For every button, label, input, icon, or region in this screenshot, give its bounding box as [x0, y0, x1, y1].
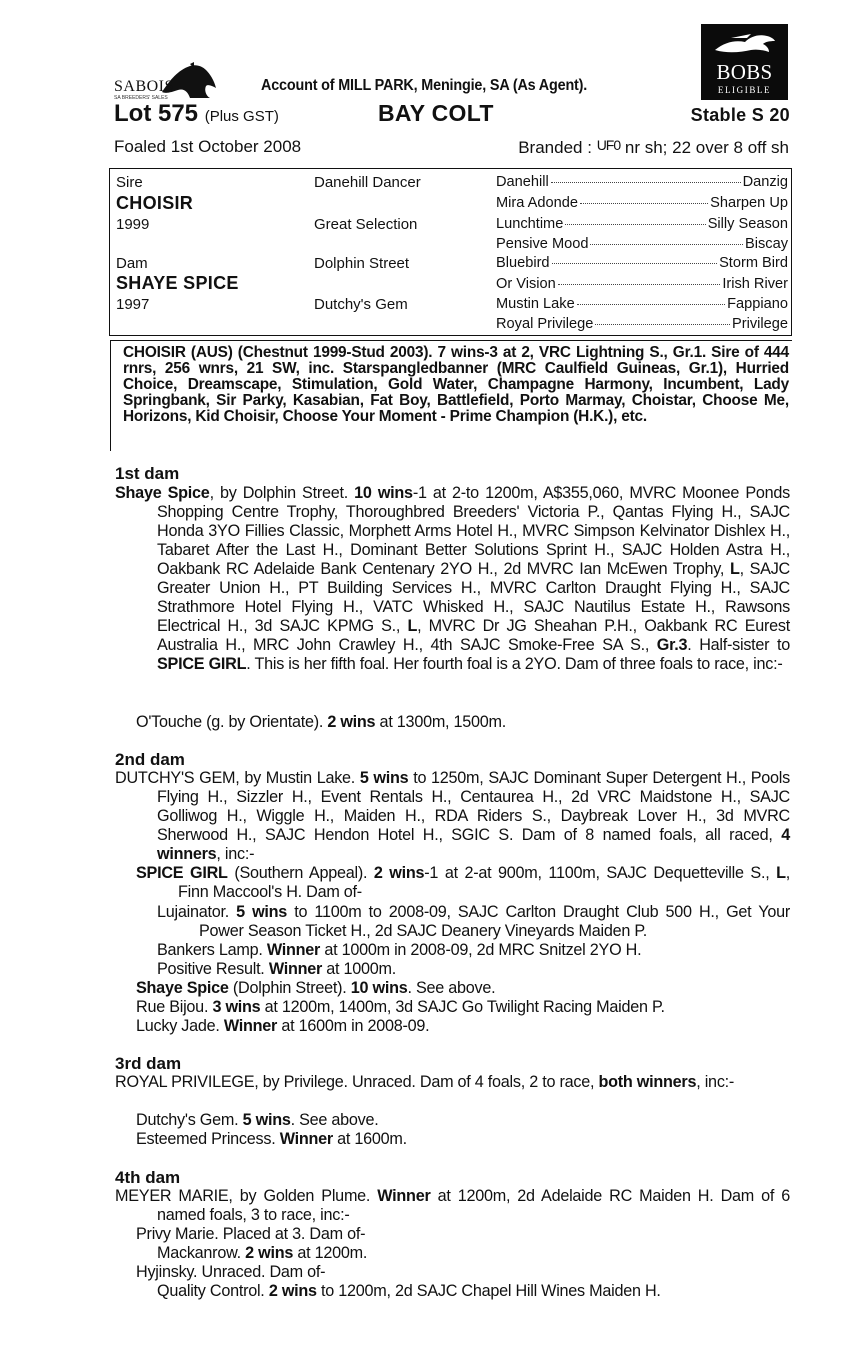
wins: 2 wins — [245, 1244, 294, 1262]
text: at 1000m. — [322, 960, 397, 978]
text: Bankers Lamp. — [157, 941, 267, 959]
g3-left: Bluebird — [496, 255, 550, 271]
wins: 2 wins — [373, 864, 425, 882]
wins: 3 wins — [212, 998, 261, 1016]
text: at 1300m, 1500m. — [375, 713, 507, 731]
text: Lucky Jade. — [136, 1017, 224, 1035]
dam-sire: Dolphin Street — [314, 255, 410, 272]
g3-row — [496, 195, 788, 211]
text: MEYER MARIE, by Golden Plume. — [115, 1187, 378, 1205]
dam-label: Dam — [116, 255, 148, 272]
g3-left: Danehill — [496, 174, 549, 190]
text: , by Dolphin Street. — [209, 484, 355, 502]
sire-sire: Danehill Dancer — [314, 174, 421, 191]
stable-number: Stable S 20 — [690, 105, 790, 125]
text: Positive Result. — [157, 960, 269, 978]
text: DUTCHY'S GEM, by Mustin Lake. — [115, 769, 360, 787]
horse-description: BAY COLT — [378, 100, 494, 126]
text: O'Touche (g. by Orientate). — [136, 713, 328, 731]
wins: 2 wins — [268, 1282, 317, 1300]
fourth-dam-text — [115, 1187, 790, 1225]
foal-line — [136, 1017, 429, 1036]
lot-label: Lot 575 — [114, 100, 199, 127]
g3-right: Sharpen Up — [710, 195, 788, 211]
text: Quality Control. — [157, 1282, 269, 1300]
winners: 4 winners — [157, 826, 790, 863]
third-dam-paragraph — [115, 1073, 790, 1092]
text: -1 at 2-at 900m, 1100m, SAJC Dequetteville S., — [424, 864, 777, 882]
listed: L — [776, 864, 786, 882]
foal-line — [157, 941, 641, 960]
horse-name: Shaye Spice — [136, 979, 229, 997]
g3-right: Irish River — [722, 276, 788, 292]
half-sister: SPICE GIRL — [157, 655, 247, 673]
foal-line: Hyjinsky. Unraced. Dam of- — [136, 1263, 326, 1281]
first-dam-heading: 1st dam — [115, 464, 180, 483]
text: , Finn Maccool's H. Dam of- — [178, 864, 790, 901]
text: Lujainator. — [157, 903, 237, 921]
wins: 5 wins — [242, 1111, 291, 1129]
second-dam-paragraph — [115, 769, 790, 864]
foal-line — [136, 1130, 407, 1149]
g3-left: Pensive Mood — [496, 236, 589, 252]
foal-line — [157, 1244, 367, 1263]
wins: 5 wins — [236, 903, 288, 921]
foal-line — [136, 979, 495, 998]
text: -1 at 2-to 1200m, A$355,060, MVRC Moonee Ponds Shopping Centre Trophy, Thoroughbred Breeders' Victoria P., Qantas Flying H., SAJC Honda 3YO Fillies Classic, Morphett Arms Hotel H., MVRC Simpson Kelvinator Dishlex H., Tabaret After the Last H., Dominant Better Solutions Sprint H., SAJC Holden Astra H., Oakbank RC Adelaide Bank Centenary 2YO H., 2d MVRC Ian McEwen Trophy, — [157, 484, 790, 578]
first-dam-text — [115, 484, 790, 674]
text: , inc:- — [696, 1073, 735, 1091]
wins: 10 wins — [354, 484, 413, 502]
wins: Winner — [377, 1187, 431, 1205]
text: (Southern Appeal). — [227, 864, 374, 882]
branded-label: Branded : — [518, 138, 592, 157]
branded-detail: nr sh; 22 over 8 off sh — [624, 138, 789, 157]
fourth-dam-heading: 4th dam — [115, 1168, 181, 1187]
lot-row — [114, 100, 790, 130]
pedigree-table — [109, 168, 792, 336]
foal-line: Privy Marie. Placed at 3. Dam of- — [136, 1225, 366, 1243]
wins: Winner — [223, 1017, 278, 1035]
dam-name: SHAYE SPICE — [116, 273, 239, 293]
g3-left: Or Vision — [496, 276, 556, 292]
dam-year: 1997 — [116, 296, 150, 313]
sire-name: CHOISIR — [116, 193, 194, 213]
text: Dutchy's Gem. — [136, 1111, 243, 1129]
g3-right: Danzig — [742, 174, 788, 190]
g3-row — [496, 236, 788, 252]
g3-row — [496, 276, 788, 292]
sire-year: 1999 — [116, 216, 150, 233]
text: to 1200m, 2d SAJC Chapel Hill Wines Maiden H. — [316, 1282, 661, 1300]
first-dam-name: Shaye Spice — [115, 484, 210, 502]
text: . Half-sister to — [687, 636, 790, 654]
g3-left: Mira Adonde — [496, 195, 578, 211]
branded-info — [518, 137, 789, 158]
brand-mark: UF0 — [596, 137, 621, 153]
horse-name: SPICE GIRL — [136, 864, 228, 882]
g3-left: Mustin Lake — [496, 296, 575, 312]
second-dam-text — [115, 769, 790, 864]
sabois-subtext: SA BREEDERS' SALES — [114, 95, 168, 101]
lujainator-paragraph — [157, 903, 791, 941]
foal-line — [136, 998, 665, 1017]
lujainator-entry — [157, 903, 790, 941]
g3-right: Fappiano — [727, 296, 788, 312]
vendor-account: Account of MILL PARK, Meningie, SA (As Agent). — [261, 77, 588, 94]
text: to 1250m, SAJC Dominant Super Detergent H., Pools Flying H., Sizzler H., Event Rentals H., Centaurea H., 2d VRC Maidstone H., SAJC Golliwog H., Wiggle H., Maiden H., RDA Riders S., Daybreak Lover H., 3d MVRC Sherwood H., SAJC Hendon Hotel H., SGIC S. Dam of 8 named foals, all raced, — [157, 769, 790, 844]
text: (Dolphin Street). — [228, 979, 351, 997]
lot-number — [114, 100, 279, 128]
g3-left: Lunchtime — [496, 216, 564, 232]
text: at 1200m, 1400m, 3d SAJC Go Twilight Racing Maiden P. — [260, 998, 665, 1016]
first-dam-paragraph — [115, 484, 791, 674]
wins: 2 wins — [327, 713, 376, 731]
g3-right: Privilege — [732, 316, 788, 332]
text: to 1100m to 2008-09, SAJC Carlton Draught Club 500 H., Get Your Power Season Ticket H., 2d SAJC Deanery Vineyards Maiden P. — [199, 903, 791, 940]
text: at 1200m, 2d Adelaide RC Maiden H. Dam of 6 named foals, 3 to race, inc:- — [157, 1187, 790, 1224]
foal-line — [157, 960, 396, 979]
spice-girl-entry — [136, 864, 790, 902]
sire-dam: Great Selection — [314, 216, 418, 233]
text: ROYAL PRIVILEGE, by Privilege. Unraced. Dam of 4 foals, 2 to race, — [115, 1073, 599, 1091]
lot-gst-note: (Plus GST) — [204, 108, 279, 125]
listed: L — [407, 617, 418, 635]
sabois-text: SABOIS — [114, 78, 174, 95]
winners: both winners — [598, 1073, 697, 1091]
g3-right: Biscay — [745, 236, 788, 252]
spice-girl-paragraph — [136, 864, 790, 902]
fourth-dam-paragraph — [115, 1187, 790, 1225]
g3-row — [496, 174, 788, 190]
second-dam-heading: 2nd dam — [115, 750, 185, 769]
g3-right: Storm Bird — [719, 255, 788, 271]
bobs-horse-icon — [711, 30, 778, 58]
listed: L — [729, 560, 740, 578]
dam-dam: Dutchy's Gem — [314, 296, 408, 313]
sire-label: Sire — [116, 174, 143, 191]
text: , inc:- — [216, 845, 255, 863]
text: at 1600m in 2008-09. — [277, 1017, 430, 1035]
third-dam-heading: 3rd dam — [115, 1054, 182, 1073]
wins: 5 wins — [359, 769, 409, 787]
foal-line — [136, 1111, 379, 1130]
text: Esteemed Princess. — [136, 1130, 280, 1148]
bobs-eligible-badge — [701, 24, 788, 100]
text: . This is her fifth foal. Her fourth foal is a 2YO. Dam of three foals to race, inc:- — [246, 655, 783, 673]
sire-summary-box — [110, 340, 792, 451]
text: at 1000m in 2008-09, 2d MRC Snitzel 2YO H. — [320, 941, 642, 959]
text: . See above. — [290, 1111, 379, 1129]
g3-row — [496, 255, 788, 271]
group: Gr.3 — [656, 636, 688, 654]
foaled-date: Foaled 1st October 2008 — [114, 137, 302, 156]
wins: Winner — [268, 960, 323, 978]
text: , MVRC Dr JG Sheahan P.H., Oakbank RC Eurest Australia H., MRC John Crawley H., 4th SAJC Smoke-Free SA S., — [157, 617, 791, 654]
third-dam-text — [115, 1073, 790, 1092]
text: , SAJC Greater Union H., PT Building Services H., MVRC Carlton Draught Flying H., SAJC Strathmore Hotel Flying H., VATC Whisked H., SAJC Nautilus Estate H., Rawsons Electrical H., 3d SAJC KPMG S., — [157, 560, 790, 635]
g3-row — [496, 216, 788, 232]
sabois-logo — [114, 62, 224, 102]
text: at 1200m. — [293, 1244, 368, 1262]
text: . See above. — [407, 979, 496, 997]
wins: 10 wins — [350, 979, 408, 997]
g3-left: Royal Privilege — [496, 316, 594, 332]
text: at 1600m. — [332, 1130, 407, 1148]
text: Mackanrow. — [157, 1244, 246, 1262]
foal-line — [157, 1282, 661, 1301]
wins: Winner — [279, 1130, 333, 1148]
text: Rue Bijou. — [136, 998, 213, 1016]
foal-line — [136, 713, 506, 732]
wins: Winner — [266, 941, 321, 959]
bobs-name: BOBS — [716, 60, 773, 84]
g3-row — [496, 316, 788, 332]
g3-right: Silly Season — [707, 216, 788, 232]
sire-summary: CHOISIR (AUS) (Chestnut 1999-Stud 2003). 7 wins-3 at 2, VRC Lightning S., Gr.1. Sire of 444 rnrs, 256 wnrs, 21 SW, inc. Starspangledbanner (MRC Caulfield Guineas, Gr.1), Hurried Choice, Dreamscape, Stimulation, Gold Water, Champagne Harmony, Incumbent, Lady Springbank, Sir Parky, Kasabian, Fat Boy, Battlefield, Porto Marmay, Choistar, Choose Me, Horizons, Kid Choisir, Choose Your Moment - Prime Champion (H.K.), etc. — [123, 344, 789, 425]
bobs-eligible-text: ELIGIBLE — [717, 85, 772, 95]
g3-row — [496, 296, 788, 312]
